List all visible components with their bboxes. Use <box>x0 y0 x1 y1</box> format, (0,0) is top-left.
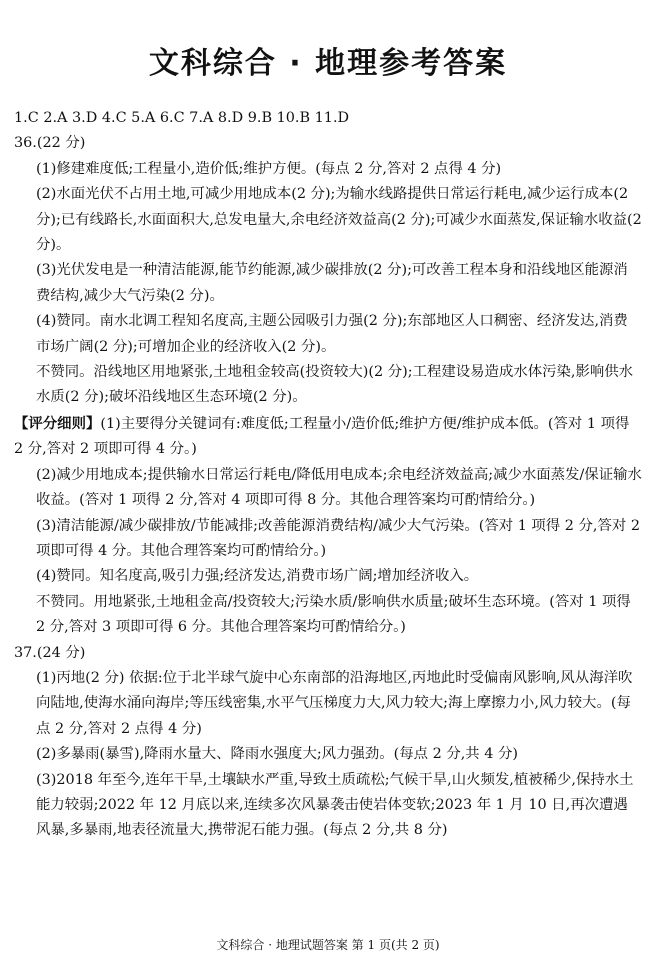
page-title: 文科综合 · 地理参考答案 <box>148 46 508 81</box>
q37-header: 37.(24 分) <box>14 644 86 661</box>
q37-part1: (1)丙地(2 分) 依据:位于北半球气旋中心东南部的沿海地区,丙地此时受偏南风影响,风从海洋吹向陆地,使海水涌向海岸;等压线密集,水平气压梯度力大,风力较大;海上摩擦力小,风力较大。(每点 2 分,答对 2 点得 4 分) <box>36 669 633 737</box>
q36-rubric-2: (2)减少用地成本;提供输水日常运行耗电/降低用电成本;余电经济效益高;减少水面蒸发/保证输水收益。(答对 1 项得 2 分,答对 4 项即可得 8 分。其他合理答案均可酌情给分。) <box>36 466 642 509</box>
q36-part3: (3)光伏发电是一种清洁能源,能节约能源,减少碳排放(2 分);可改善工程本身和沿线地区能源消费结构,减少大气污染(2 分)。 <box>36 262 628 304</box>
q36-part2: (2)水面光伏不占用土地,可减少用地成本(2 分);为输水线路提供日常运行耗电,减少运行成本(2 分);已有线路长,水面面积大,总发电量大,余电经济效益高(2 分);可减少水面蒸发,保证输水收益(2 分)。 <box>36 186 642 254</box>
q36-part1: (1)修建难度低;工程量小,造价低;维护方便。(每点 2 分,答对 2 点得 4 分) <box>36 160 502 177</box>
q37-part3: (3)2018 年至今,连年干旱,土壤缺水严重,导致土质疏松;气候干旱,山火频发,植被稀少,保持水土能力较弱;2022 年 12 月底以来,连续多次风暴袭击使岩体变软;2023 年 1 月 10 日,再次遭遇风暴,多暴雨,地表径流量大,携带泥石能力强。(每点 2 分,共 8 分) <box>36 771 634 839</box>
page-footer: 文科综合 · 地理试题答案 第 1 页(共 2 页) <box>216 938 440 952</box>
q36-rubric-4-disagree: 不赞同。用地紧张,土地租金高/投资较大;污染水质/影响供水质量;破坏生态环境。(答对 1 项得 2 分,答对 3 项即可得 6 分。其他合理答案均可酌情给分。) <box>36 593 631 636</box>
rubric-label: 【评分细则】 <box>14 414 101 432</box>
q37-part2: (2)多暴雨(暴雪),降雨水量大、降雨水强度大;风力强劲。(每点 2 分,共 4 分) <box>36 746 518 763</box>
answer-content <box>14 106 642 844</box>
q36-rubric-4-agree: (4)赞同。知名度高,吸引力强;经济发达,消费市场广阔;增加经济收入。 <box>36 568 479 585</box>
q36-header: 36.(22 分) <box>14 135 86 152</box>
q36-rubric-3: (3)清洁能源/减少碳排放/节能减排;改善能源消费结构/减少大气污染。(答对 1 项得 2 分,答对 2 项即可得 4 分。其他合理答案均可酌情给分。) <box>36 517 640 559</box>
rubric-text-1: (1)主要得分关键词有:难度低;工程量小/造价低;维护方便/维护成本低。(答对 1 项得 2 分,答对 2 项即可得 4 分。) <box>14 415 630 458</box>
choice-answers: 1.C 2.A 3.D 4.C 5.A 6.C 7.A 8.D 9.B 10.B 11.D <box>14 110 350 126</box>
q36-rubric-1 <box>14 411 642 463</box>
q36-part4-agree: (4)赞同。南水北调工程知名度高,主题公园吸引力强(2 分);东部地区人口稠密、经济发达,消费市场广阔(2 分);可增加企业的经济收入(2 分)。 <box>36 313 628 355</box>
q36-part4-disagree: 不赞同。沿线地区用地紧张,土地租金较高(投资较大)(2 分);工程建设易造成水体污染,影响供水水质(2 分);破坏沿线地区生态环境(2 分)。 <box>36 364 634 406</box>
